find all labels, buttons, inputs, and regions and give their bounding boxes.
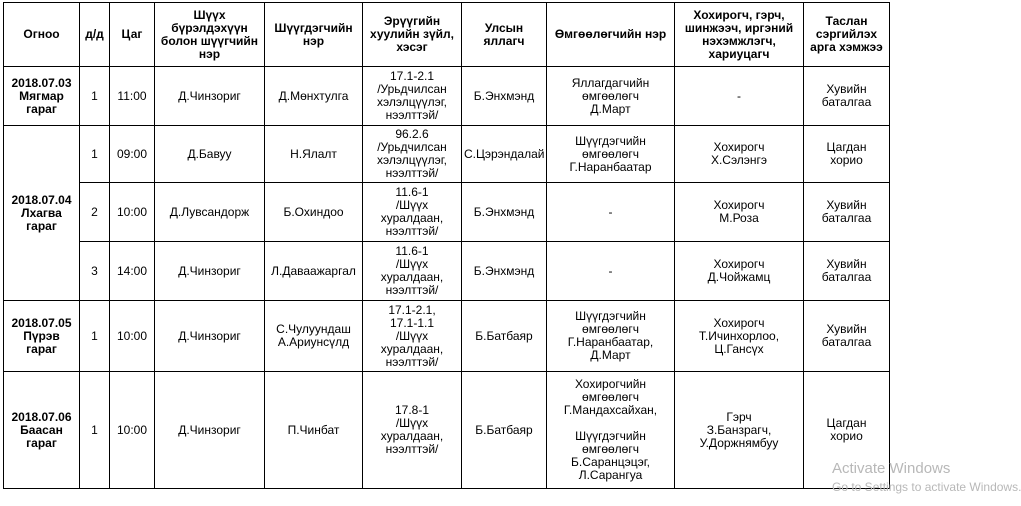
advocate-cell: Шүүгдэгчийн өмгөөлөгч Г.Наранбаатар, Д.Март [547,301,675,372]
table-row [4,183,890,242]
prosecutor-cell: Б.Батбаяр [462,301,547,372]
num-cell: 1 [80,301,110,372]
advocate-cell: Шүүгдэгчийн өмгөөлөгч Г.Наранбаатар [547,126,675,183]
prosecutor-cell: С.Цэрэндалай [462,126,547,183]
judge-cell: Д.Бавуу [155,126,265,183]
activate-windows-watermark [832,460,1021,496]
judge-cell: Д.Лувсандорж [155,183,265,242]
header-measure: Таслан сэргийлэх арга хэмжээ [804,3,890,67]
table-row [4,126,890,183]
judge-cell: Д.Чинзориг [155,67,265,126]
victim-cell: Хохирогч Т.Ичинхорлоо, Ц.Гансүх [675,301,804,372]
defendant-cell: Д.Мөнхтулга [265,67,363,126]
victim-cell: Хохирогч Д.Чойжамц [675,242,804,301]
header-date: Огноо [4,3,80,67]
header-prosecutor: Улсын яллагч [462,3,547,67]
header-time: Цаг [110,3,155,67]
measure-cell: Хувийн баталгаа [804,242,890,301]
table-row [4,372,890,489]
judge-cell: Д.Чинзориг [155,372,265,489]
advocate-cell: - [547,242,675,301]
num-cell: 1 [80,67,110,126]
article-cell: 17.1-2.1, 17.1-1.1 /Шүүх хуралдаан, нээлттэй/ [363,301,462,372]
article-cell: 17.1-2.1 /Урьдчилсан хэлэлцүүлэг, нээлттэй/ [363,67,462,126]
measure-cell: Хувийн баталгаа [804,183,890,242]
victim-cell: Хохирогч Х.Сэлэнгэ [675,126,804,183]
article-cell: 11.6-1 /Шүүх хуралдаан, нээлттэй/ [363,183,462,242]
date-cell: 2018.07.04 Лхагва гараг [4,126,80,301]
num-cell: 1 [80,372,110,489]
victim-cell: Гэрч З.Банзрагч, У.Доржнямбуу [675,372,804,489]
advocate-cell: - [547,183,675,242]
header-defendant: Шүүгдэгчийн нэр [265,3,363,67]
article-cell: 96.2.6 /Урьдчилсан хэлэлцүүлэг, нээлттэй/ [363,126,462,183]
table-row [4,242,890,301]
date-cell: 2018.07.03 Мягмар гараг [4,67,80,126]
time-cell: 11:00 [110,67,155,126]
defendant-cell: Н.Ялалт [265,126,363,183]
measure-cell: Хувийн баталгаа [804,301,890,372]
num-cell: 3 [80,242,110,301]
num-cell: 1 [80,126,110,183]
watermark-subtitle: Go to Settings to activate Windows. [832,480,1021,494]
header-num: д/д [80,3,110,67]
header-row [4,3,890,67]
header-judge: Шүүх бүрэлдэхүүн болон шүүгчийн нэр [155,3,265,67]
time-cell: 10:00 [110,183,155,242]
article-cell: 17.8-1 /Шүүх хуралдаан, нээлттэй/ [363,372,462,489]
prosecutor-cell: Б.Батбаяр [462,372,547,489]
measure-cell: Цагдан хорио [804,372,890,489]
time-cell: 09:00 [110,126,155,183]
header-article: Эрүүгийн хуулийн зүйл, хэсэг [363,3,462,67]
victim-cell: Хохирогч М.Роза [675,183,804,242]
date-cell: 2018.07.05 Пүрэв гараг [4,301,80,372]
defendant-cell: Л.Даваажаргал [265,242,363,301]
judge-cell: Д.Чинзориг [155,242,265,301]
measure-cell: Цагдан хорио [804,126,890,183]
victim-cell: - [675,67,804,126]
table-row [4,67,890,126]
defendant-cell: П.Чинбат [265,372,363,489]
header-advocate: Өмгөөлөгчийн нэр [547,3,675,67]
measure-cell: Хувийн баталгаа [804,67,890,126]
court-schedule-table [3,2,890,489]
defendant-cell: С.Чулуундаш А.Ариунсүлд [265,301,363,372]
advocate-cell: Яллагдагчийн өмгөөлөгч Д.Март [547,67,675,126]
prosecutor-cell: Б.Энхмэнд [462,183,547,242]
watermark-title: Activate Windows [832,460,951,477]
time-cell: 10:00 [110,372,155,489]
advocate-cell: Хохирогчийн өмгөөлөгч Г.Мандахсайхан, Шүүгдэгчийн өмгөөлөгч Б.Саранцэцэг, Л.Сарангуа [547,372,675,489]
time-cell: 10:00 [110,301,155,372]
time-cell: 14:00 [110,242,155,301]
judge-cell: Д.Чинзориг [155,301,265,372]
prosecutor-cell: Б.Энхмэнд [462,67,547,126]
num-cell: 2 [80,183,110,242]
defendant-cell: Б.Охиндоо [265,183,363,242]
article-cell: 11.6-1 /Шүүх хуралдаан, нээлттэй/ [363,242,462,301]
table-row [4,301,890,372]
header-victim: Хохирогч, гэрч, шинжээч, иргэний нэхэмжлэгч, хариуцагч [675,3,804,67]
prosecutor-cell: Б.Энхмэнд [462,242,547,301]
date-cell: 2018.07.06 Баасан гараг [4,372,80,489]
